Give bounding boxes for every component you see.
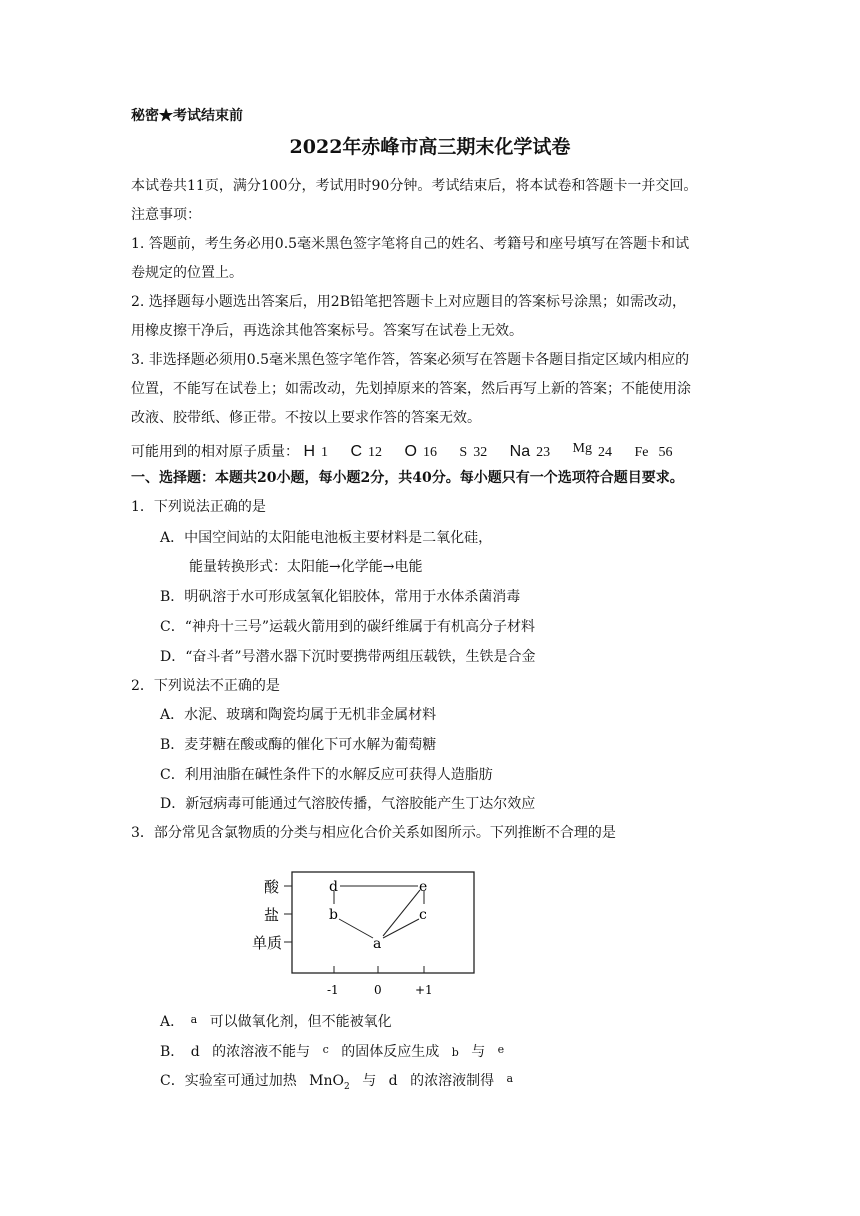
question-1-option-a: A．中国空间站的太阳能电池板主要材料是二氧化硅， <box>160 530 493 546</box>
notice-item-3c: 改液、胶带纸、修正带。不按以上要求作答的答案无效。 <box>131 410 481 426</box>
question-1-stem: 1．下列说法正确的是 <box>131 499 266 515</box>
species-label: d <box>388 1073 398 1089</box>
element-mass: 16 <box>422 445 437 460</box>
option-text: 的浓溶液制得 <box>410 1073 495 1089</box>
question-1-option-c: C．“神舟十三号”运载火箭用到的碳纤维属于有机高分子材料 <box>160 619 536 635</box>
question-2-option-a: A．水泥、玻璃和陶瓷均属于无机非金属材料 <box>160 707 437 723</box>
element-symbol: Na <box>509 443 531 460</box>
question-2-stem: 2．下列说法不正确的是 <box>131 678 280 694</box>
element-mass: 12 <box>368 445 383 460</box>
point-c: c <box>419 907 427 923</box>
species-label: e <box>497 1043 505 1056</box>
option-text: 与 <box>471 1044 486 1060</box>
secret-mark: 秘密★考试结束前 <box>131 108 243 124</box>
question-1-option-a-cont: 能量转换形式：太阳能→化学能→电能 <box>189 559 423 575</box>
point-a: a <box>373 936 382 952</box>
x-label-plus1: +1 <box>415 983 433 997</box>
element-mass: 23 <box>536 445 551 460</box>
notice-item-2b: 用橡皮擦干净后，再选涂其他答案标号。答案写在试卷上无效。 <box>131 323 523 339</box>
element-symbol: H <box>303 443 316 460</box>
option-text: 的浓溶液不能与 <box>212 1044 311 1060</box>
diagram-frame <box>292 872 474 973</box>
notice-item-2a: 2. 选择题每小题选出答案后，用2B铅笔把答题卡上对应题目的答案标号涂黑；如需改动， <box>131 294 687 310</box>
option-text: 的固体反应生成 <box>341 1044 440 1060</box>
link-e-a <box>383 890 420 936</box>
question-3-option-c <box>160 1069 513 1097</box>
element-symbol: C <box>350 443 363 460</box>
intro-text: 本试卷共11页，满分100分，考试用时90分钟。考试结束后，将本试卷和答题卡一并交回。 <box>131 178 698 194</box>
option-text: C．实验室可通过加热 <box>160 1073 297 1089</box>
option-text: 可以做氧化剂，但不能被氧化 <box>209 1014 392 1030</box>
element-mass: 56 <box>658 445 673 460</box>
notice-label: 注意事项： <box>131 207 201 223</box>
notice-item-3b: 位置，不能写在试卷上；如需改动，先划掉原来的答案，然后再写上新的答案；不能使用涂 <box>131 381 691 397</box>
atomic-mass-line <box>131 439 690 463</box>
species-label: d <box>190 1044 200 1060</box>
species-label: c <box>322 1043 329 1056</box>
point-e: e <box>419 879 428 895</box>
question-1-option-b: B．明矾溶于水可形成氢氧化铝胶体，常用于水体杀菌消毒 <box>160 589 521 605</box>
y-label-acid: 酸 <box>264 878 280 896</box>
link-b-a <box>339 919 373 938</box>
element-mass: 24 <box>598 445 612 460</box>
atomic-mass-label: 可能用到的相对原子质量： <box>131 444 299 460</box>
y-label-element: 单质 <box>252 934 283 952</box>
x-label-0: 0 <box>374 983 382 997</box>
question-3-option-a <box>160 1010 392 1032</box>
point-b: b <box>329 907 338 923</box>
formula-subscript: 2 <box>344 1081 350 1092</box>
option-letter: B． <box>160 1044 185 1060</box>
species-label: a <box>190 1013 198 1026</box>
notice-item-1a: 1. 答题前，考生务必用0.5毫米黑色签字笔将自己的姓名、考籍号和座号填写在答题卡和试 <box>131 236 690 252</box>
question-2-option-d: D．新冠病毒可能通过气溶胶传播，气溶胶能产生丁达尔效应 <box>160 796 536 812</box>
species-label: a <box>506 1072 514 1085</box>
element-mass: 1 <box>321 445 329 460</box>
notice-item-1b: 卷规定的位置上。 <box>131 265 243 281</box>
question-1-option-d: D．“奋斗者”号潜水器下沉时要携带两组压载铁，生铁是合金 <box>160 649 536 665</box>
species-label: b <box>451 1046 459 1059</box>
chlorine-valence-diagram <box>252 862 482 1000</box>
element-symbol: Mg <box>572 441 592 456</box>
option-letter: A． <box>160 1014 185 1030</box>
section-heading: 一、选择题：本题共20小题，每小题2分，共40分。每小题只有一个选项符合题目要求。 <box>131 470 684 486</box>
exam-title: 2022年赤峰市高三期末化学试卷 <box>289 136 571 158</box>
element-mass: 32 <box>473 445 488 460</box>
formula: MnO <box>309 1073 345 1089</box>
question-2-option-b: B．麦芽糖在酸或酶的催化下可水解为葡萄糖 <box>160 737 437 753</box>
element-symbol: Fe <box>634 445 649 460</box>
question-2-option-c: C．利用油脂在碱性条件下的水解反应可获得人造脂肪 <box>160 767 493 783</box>
question-3-stem: 3．部分常见含氯物质的分类与相应化合价关系如图所示。下列推断不合理的是 <box>131 825 616 841</box>
y-label-salt: 盐 <box>264 906 280 924</box>
option-text: 与 <box>362 1073 377 1089</box>
question-3-option-b <box>160 1040 512 1063</box>
notice-item-3a: 3. 非选择题必须用0.5毫米黑色签字笔作答，答案必须写在答题卡各题目指定区域内相应的 <box>131 352 690 368</box>
element-symbol: S <box>459 445 468 460</box>
element-symbol: O <box>404 443 417 460</box>
x-label-minus1: -1 <box>327 983 339 997</box>
point-d: d <box>329 879 338 895</box>
